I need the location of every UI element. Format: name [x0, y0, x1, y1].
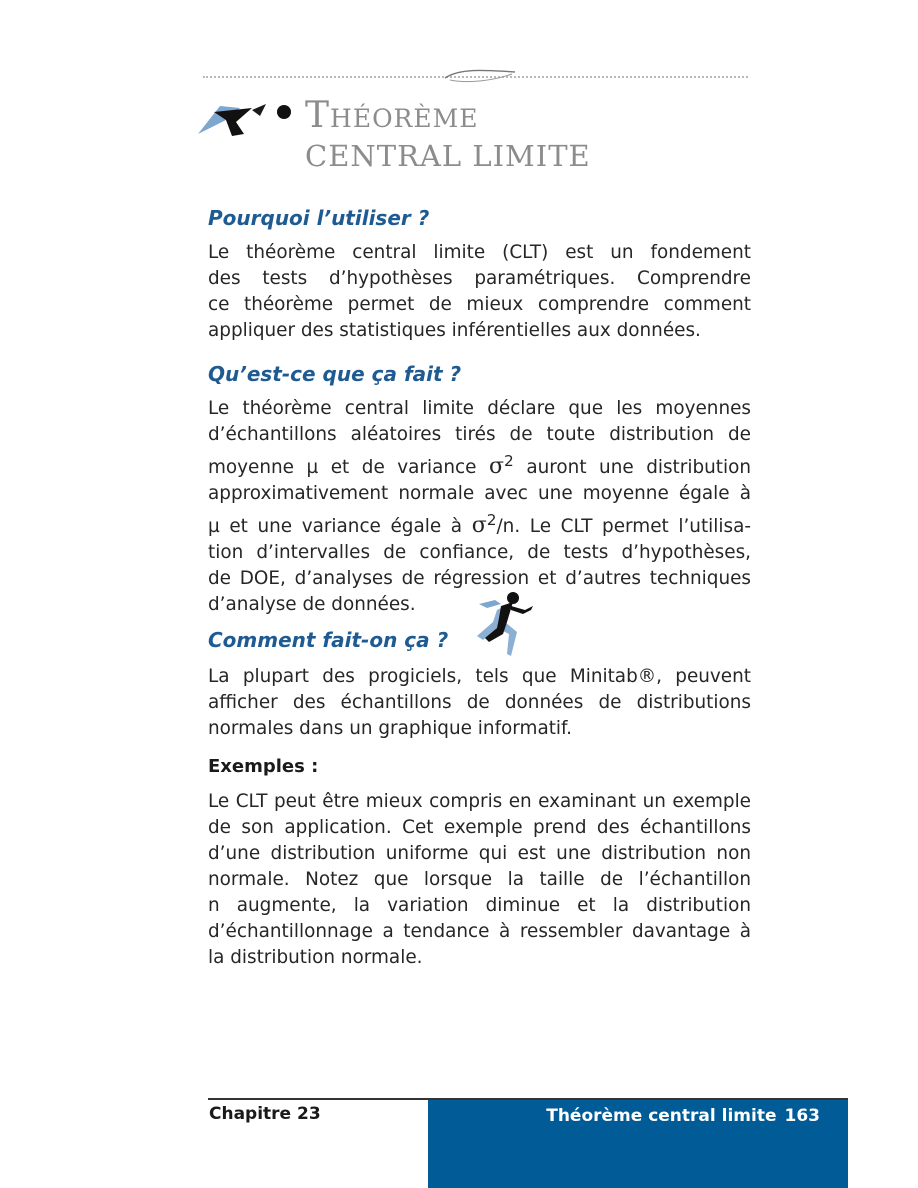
- text-fragment: auront une distribution: [526, 457, 751, 479]
- swash-ornament-icon: [440, 66, 520, 86]
- text-line: La plupart des progiciels, tels que Minitab®, peuvent: [208, 666, 751, 687]
- text-line: appliquer des statistiques inférentielles aux données.: [208, 320, 701, 341]
- sigma-symbol: σ: [489, 454, 505, 480]
- text-line: d’une distribution uniforme qui est une distribution non: [208, 843, 751, 864]
- text-line: approximativement normale avec une moyenne égale à: [208, 483, 751, 505]
- text-line: n augmente, la variation diminue et la distribution: [208, 895, 751, 916]
- text-line: Le théorème central limite (CLT) est un fondement: [208, 242, 751, 263]
- text-line: d’échantillonnage a tendance à ressembler davantage à: [208, 921, 751, 942]
- footer-chapter: Chapitre 23: [209, 1104, 321, 1124]
- text-line: de DOE, d’analyses de régression et d’autres techniques: [208, 568, 751, 590]
- section-heading-why: Pourquoi l’utiliser ?: [208, 206, 430, 230]
- title-line-2: CENTRAL LIMITE: [305, 139, 591, 173]
- section-what-text: [208, 396, 751, 618]
- text-fragment: moyenne µ et de variance: [208, 457, 477, 479]
- title-line-1: Théorème: [305, 95, 479, 136]
- text-line: ce théorème permet de mieux comprendre comment: [208, 294, 751, 315]
- text-line: d’échantillons aléatoires tirés de toute distribution de: [208, 424, 751, 445]
- section-how-text: [208, 664, 751, 742]
- text-line: Le CLT peut être mieux compris en examinant un exemple: [208, 791, 751, 812]
- text-line: normales dans un graphique informatif.: [208, 718, 573, 739]
- footer-band: [428, 1100, 848, 1188]
- sigma-exponent: 2: [486, 511, 497, 530]
- examples-heading: Exemples :: [208, 756, 319, 777]
- text-line: afficher des échantillons de données de distributions: [208, 692, 751, 713]
- text-line: Le théorème central limite déclare que les moyennes: [208, 398, 751, 419]
- sigma-symbol: σ: [471, 513, 487, 539]
- runner-icon: [475, 592, 537, 658]
- section-heading-what: Qu’est-ce que ça fait ?: [208, 362, 462, 386]
- text-line-sigma: [208, 448, 751, 481]
- sigma-exponent: 2: [504, 452, 514, 470]
- section-why-text: [208, 240, 751, 344]
- page-title: [305, 95, 591, 173]
- swimmer-logo-icon: [196, 98, 296, 138]
- text-line: d’analyse de données.: [208, 594, 416, 616]
- text-fragment: µ et une variance égale à: [208, 516, 463, 538]
- text-line: des tests d’hypothèses paramétriques. Comprendre: [208, 268, 751, 289]
- text-line-sigma: [208, 507, 751, 540]
- section-heading-how: Comment fait-on ça ?: [208, 628, 449, 652]
- text-line: de son application. Cet exemple prend des échantillons: [208, 817, 751, 838]
- text-line: la distribution normale.: [208, 947, 423, 968]
- text-fragment: /n. Le CLT permet l’utilisa-: [496, 516, 751, 538]
- footer-running-title: [546, 1106, 820, 1126]
- text-line: tion d’intervalles de confiance, de tests d’hypothèses,: [208, 542, 751, 564]
- running-title: Théorème central limite: [546, 1106, 777, 1126]
- page-number: 163: [784, 1106, 820, 1126]
- text-line: normale. Notez que lorsque la taille de l’échantillon: [208, 869, 751, 890]
- examples-text: [208, 789, 751, 971]
